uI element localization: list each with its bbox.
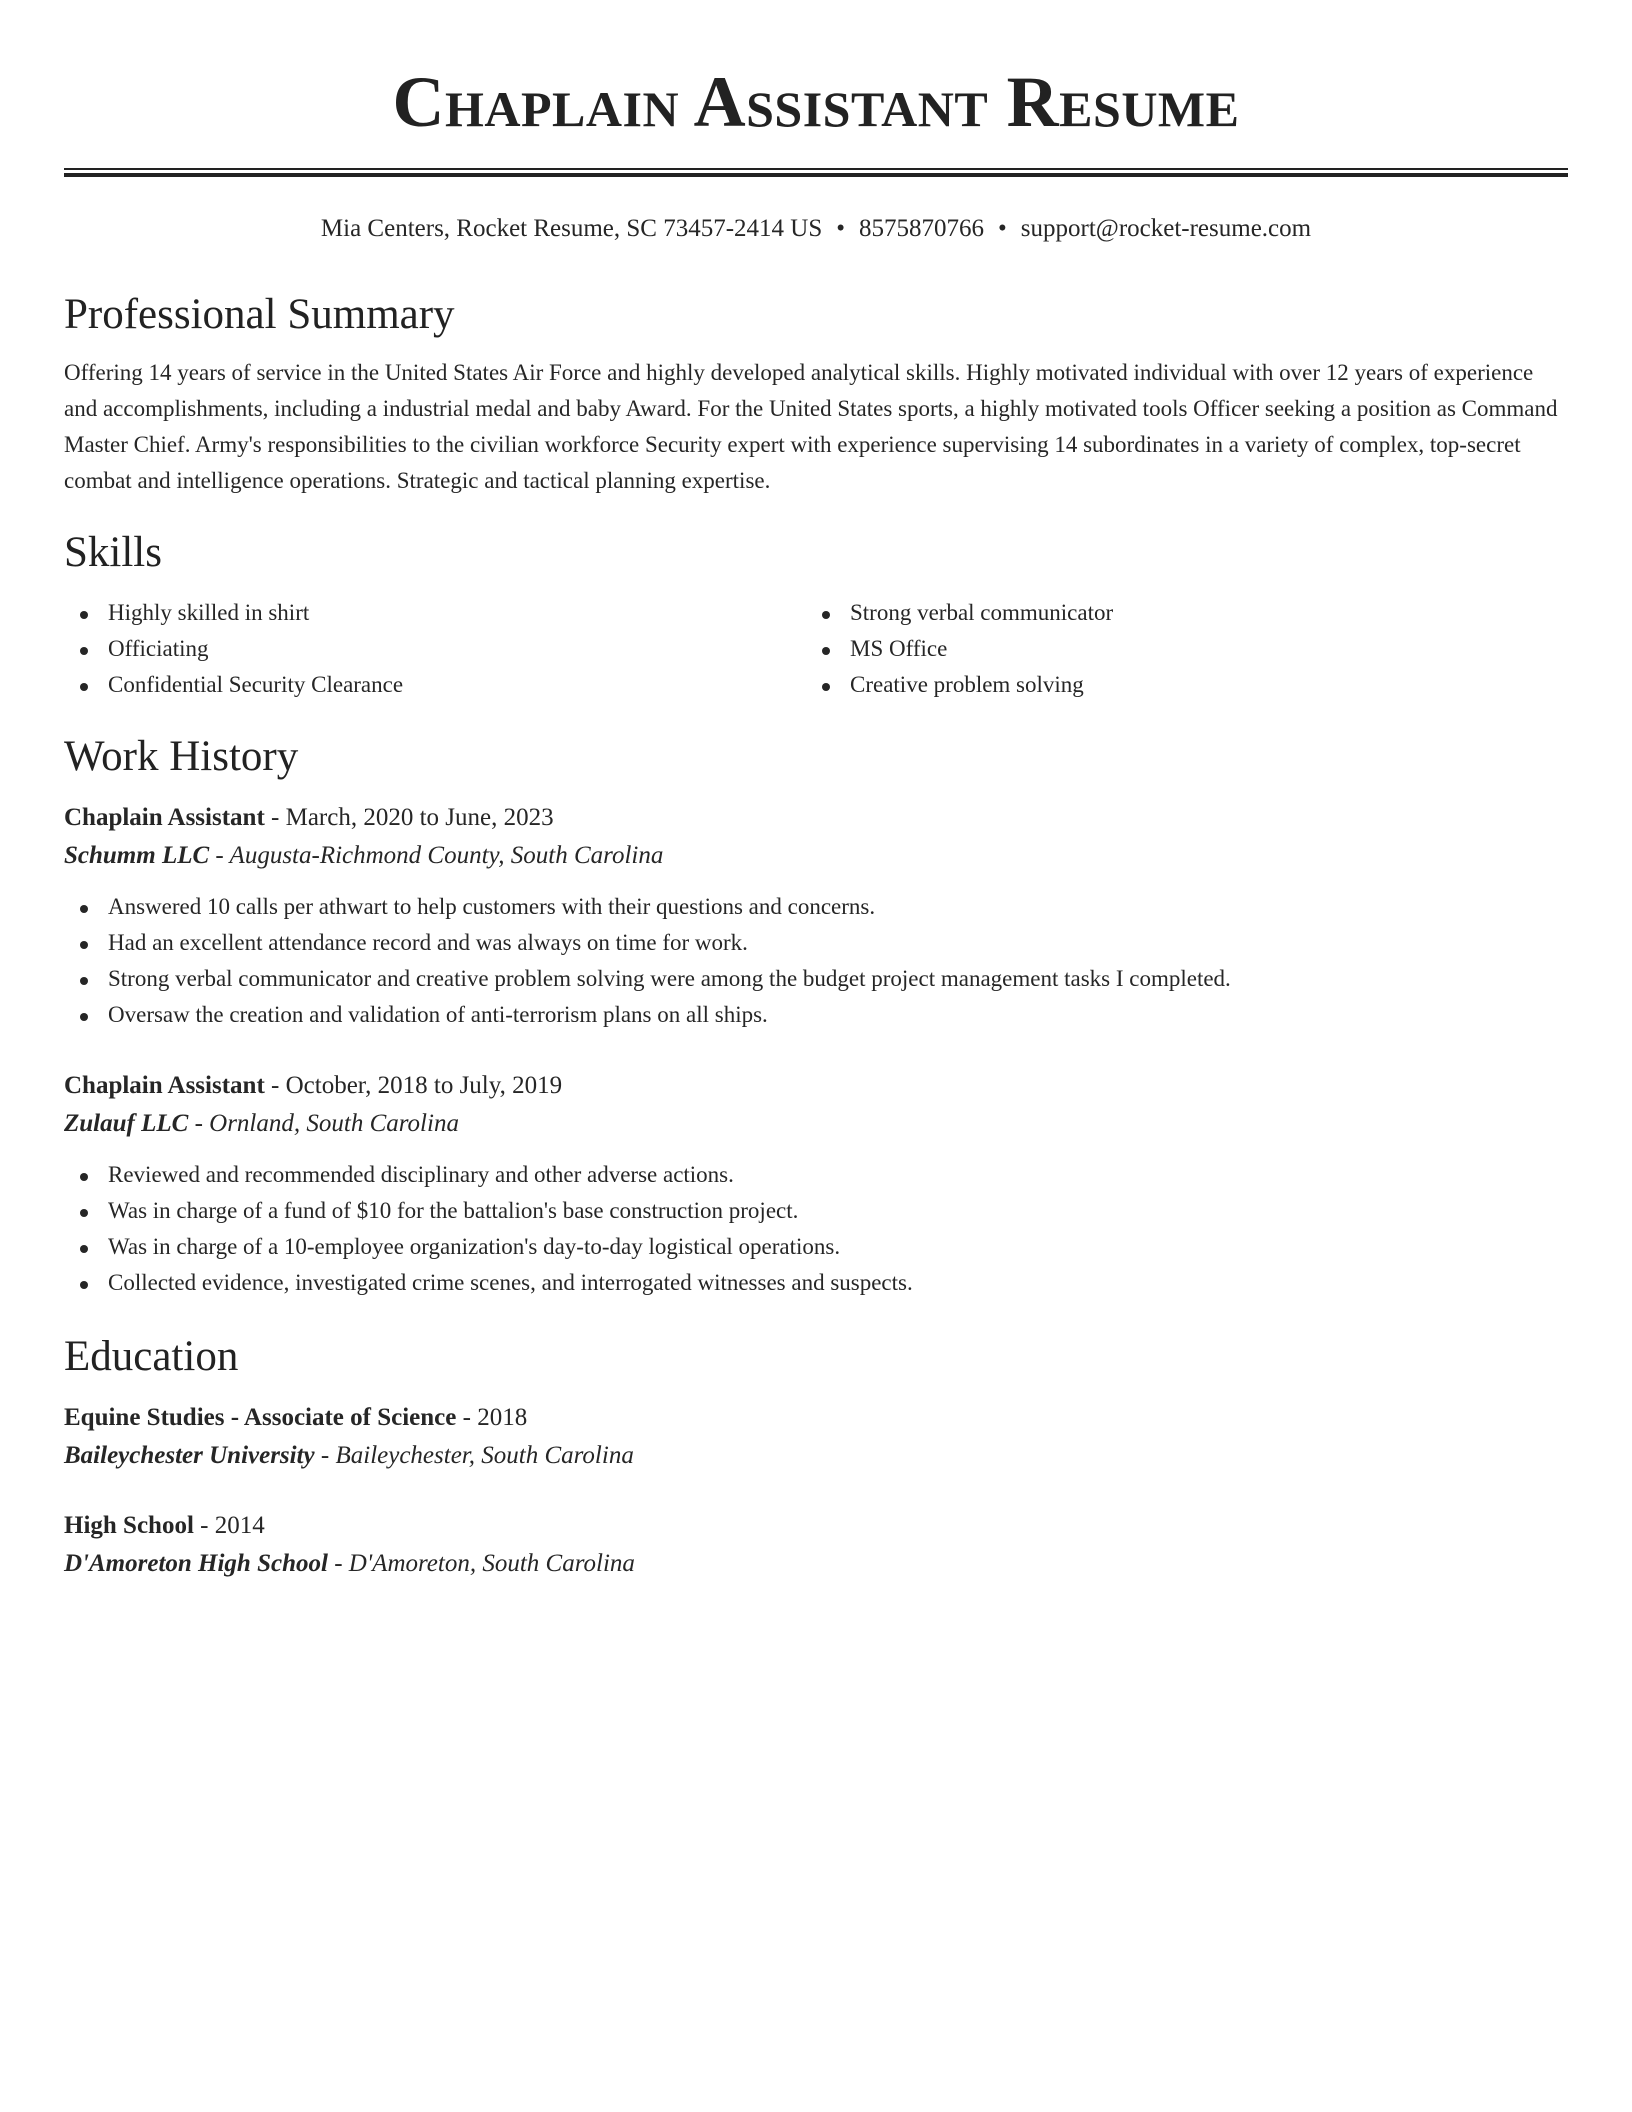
job-company: Schumm LLC [64, 842, 210, 869]
education-heading: Education [64, 1333, 239, 1380]
education-school-line [64, 1437, 1568, 1475]
job-title: Chaplain Assistant [64, 1072, 265, 1099]
title-divider [64, 168, 1568, 177]
job-duty: Reviewed and recommended disciplinary and other adverse actions. [64, 1157, 1568, 1193]
job-company-line [64, 1105, 1568, 1143]
job-duty: Was in charge of a 10-employee organization's day-to-day logistical operations. [64, 1229, 1568, 1265]
skills-column-left [64, 595, 806, 703]
education-year: - 2014 [200, 1512, 265, 1539]
job-duty: Oversaw the creation and validation of anti-terrorism plans on all ships. [64, 997, 1568, 1033]
job-dates: - March, 2020 to June, 2023 [271, 804, 554, 831]
summary-heading: Professional Summary [64, 291, 455, 338]
work-history-heading: Work History [64, 733, 299, 780]
job-duties [64, 889, 1568, 1033]
skill-item: Creative problem solving [806, 667, 1548, 703]
education-entry [64, 1399, 1568, 1475]
skill-item: Officiating [64, 631, 806, 667]
education-location: - Baileychester, South Carolina [320, 1442, 634, 1469]
job-company: Zulauf LLC [64, 1110, 189, 1137]
contact-separator: • [836, 215, 846, 242]
contact-separator: • [998, 215, 1007, 242]
skills-heading: Skills [64, 529, 162, 576]
education-school: Baileychester University [64, 1442, 315, 1469]
skill-item: Strong verbal communicator [806, 595, 1548, 631]
job-dates: - October, 2018 to July, 2019 [271, 1072, 563, 1099]
skills-column-right [806, 595, 1548, 703]
contact-line [64, 211, 1568, 247]
education-location: - D'Amoreton, South Carolina [334, 1550, 635, 1577]
job-entry [64, 1067, 1568, 1301]
job-company-line [64, 837, 1568, 875]
job-title: Chaplain Assistant [64, 804, 265, 831]
job-location: - Augusta-Richmond County, South Carolina [215, 842, 664, 869]
job-location: - Ornland, South Carolina [194, 1110, 459, 1137]
job-duties [64, 1157, 1568, 1301]
education-school: D'Amoreton High School [64, 1550, 328, 1577]
summary-text: Offering 14 years of service in the United States Air Force and highly developed analytical skills. Highly motivated individual with over 12 years of experience and accomplishments, including a industrial medal and baby Award. For the United States sports, a highly motivated tools Officer seeking a position as Command Master Chief. Army's responsibilities to the civilian workforce Security expert with experience supervising 14 subordinates in a variety of complex, top-secret combat and intelligence operations. Strategic and tactical planning expertise. [64, 360, 1558, 493]
job-duty: Strong verbal communicator and creative problem solving were among the budget project management tasks I completed. [64, 961, 1568, 997]
education-entry [64, 1507, 1568, 1583]
skill-item: Confidential Security Clearance [64, 667, 806, 703]
job-entry [64, 799, 1568, 1033]
skill-item: Highly skilled in shirt [64, 595, 806, 631]
resume-title: Chaplain Assistant Resume [392, 62, 1240, 142]
job-title-line [64, 799, 1568, 837]
education-degree-line [64, 1507, 1568, 1545]
job-duty: Collected evidence, investigated crime scenes, and interrogated witnesses and suspects. [64, 1265, 1568, 1301]
education-degree: High School [64, 1512, 194, 1539]
education-degree: Equine Studies - Associate of Science [64, 1404, 457, 1431]
job-duty: Had an excellent attendance record and was always on time for work. [64, 925, 1568, 961]
contact-phone: 8575870766 [859, 215, 985, 242]
contact-email: support@rocket-resume.com [1020, 215, 1312, 242]
education-year: - 2018 [462, 1404, 528, 1431]
job-duty: Was in charge of a fund of $10 for the battalion's base construction project. [64, 1193, 1568, 1229]
skill-item: MS Office [806, 631, 1548, 667]
education-degree-line [64, 1399, 1568, 1437]
contact-address: Mia Centers, Rocket Resume, SC 73457-2414 US [320, 215, 823, 242]
skills-list [64, 595, 1568, 703]
job-title-line [64, 1067, 1568, 1105]
job-duty: Answered 10 calls per athwart to help customers with their questions and concerns. [64, 889, 1568, 925]
education-school-line [64, 1545, 1568, 1583]
